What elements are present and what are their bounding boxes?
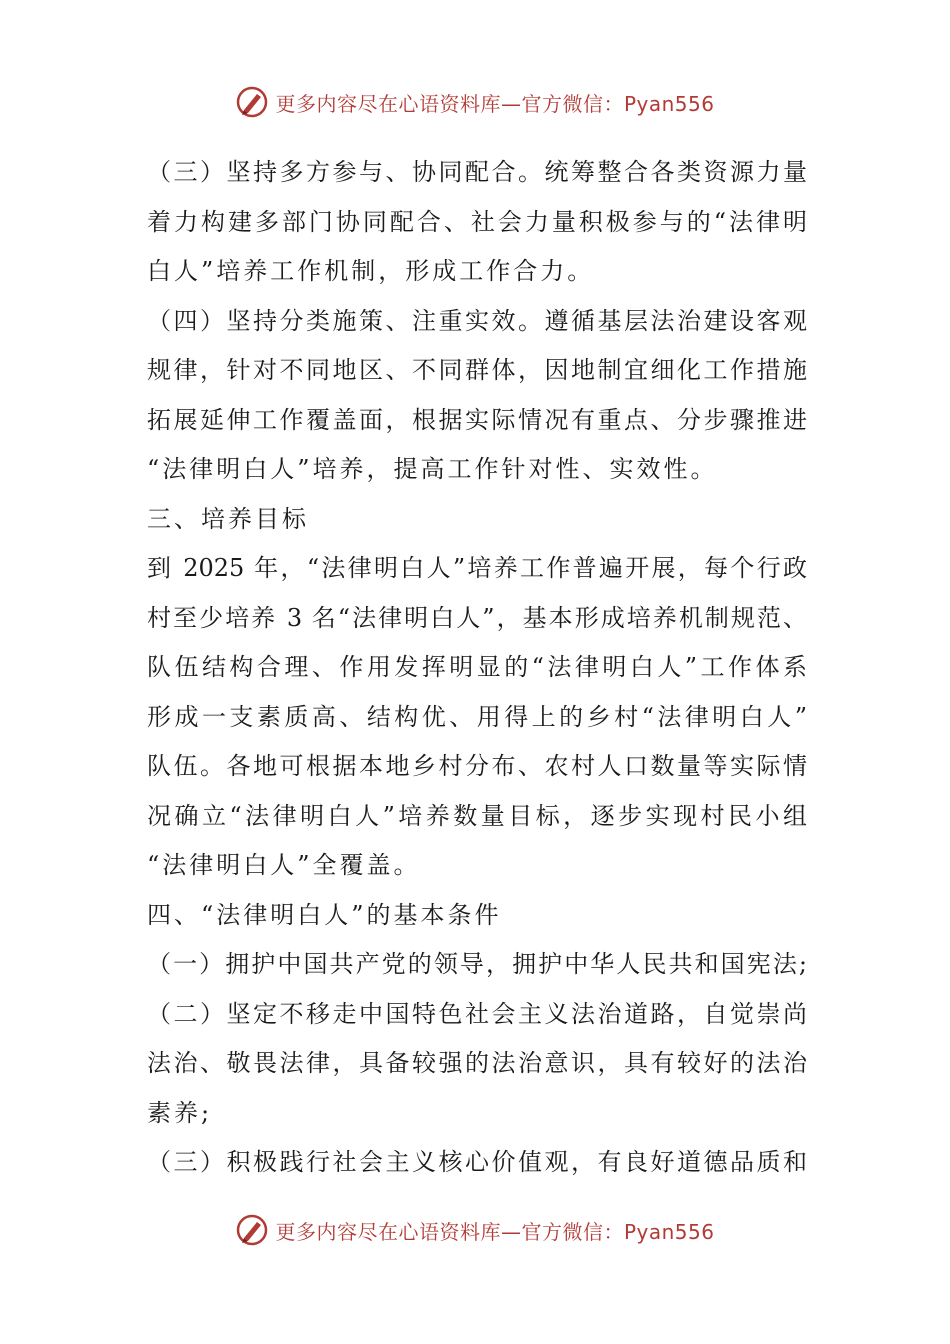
text-line: 队伍结构合理、作用发挥明显的“法律明白人”工作体系 (147, 653, 807, 681)
text-line: （一）拥护中国共产党的领导，拥护中华人民共和国宪法; (147, 950, 807, 978)
text-line: 规律，针对不同地区、不同群体，因地制宜细化工作措施 (147, 356, 807, 384)
text-line: 着力构建多部门协同配合、社会力量积极参与的“法律明 (147, 207, 807, 236)
watermark-banner-top (0, 80, 950, 124)
pen-logo-icon (235, 1213, 269, 1247)
text-line: 况确立“法律明白人”培养数量目标，逐步实现村民小组 (147, 801, 807, 830)
text-line: 白人”培养工作机制，形成工作合力。 (147, 257, 595, 285)
text-line: 形成一支素质高、结构优、用得上的乡村“法律明白人” (147, 702, 807, 731)
text-line: “法律明白人”全覆盖。 (147, 851, 421, 879)
text-line: （三）坚持多方参与、协同配合。统筹整合各类资源力量 (147, 158, 807, 186)
text-line: 三、培养目标 (147, 504, 309, 533)
text-line: 法治、敬畏法律，具备较强的法治意识，具有较好的法治 (147, 1049, 807, 1077)
text-line: 素养; (147, 1098, 213, 1127)
text-line: （四）坚持分类施策、注重实效。遵循基层法治建设客观 (147, 306, 807, 335)
watermark-text: 更多内容尽在心语资料库—官方微信：Pyan556 (275, 91, 715, 116)
watermark-banner-bottom (0, 1208, 950, 1252)
text-line: “法律明白人”培养，提高工作针对性、实效性。 (147, 455, 718, 483)
text-line: （三）积极践行社会主义核心价值观，有良好道德品质和 (147, 1148, 807, 1176)
text-line: 到 2025 年，“法律明白人”培养工作普遍开展，每个行政 (147, 554, 807, 582)
text-line: 拓展延伸工作覆盖面，根据实际情况有重点、分步骤推进 (147, 405, 807, 434)
text-line: （二）坚定不移走中国特色社会主义法治道路，自觉崇尚 (147, 999, 807, 1028)
pen-logo-icon (235, 85, 269, 119)
text-line: 村至少培养 3 名“法律明白人”，基本形成培养机制规范、 (147, 603, 807, 632)
text-line: 队伍。各地可根据本地乡村分布、农村人口数量等实际情 (147, 752, 807, 780)
document-body (147, 148, 807, 1188)
text-line: 四、“法律明白人”的基本条件 (147, 900, 502, 929)
watermark-text: 更多内容尽在心语资料库—官方微信：Pyan556 (275, 1219, 715, 1244)
